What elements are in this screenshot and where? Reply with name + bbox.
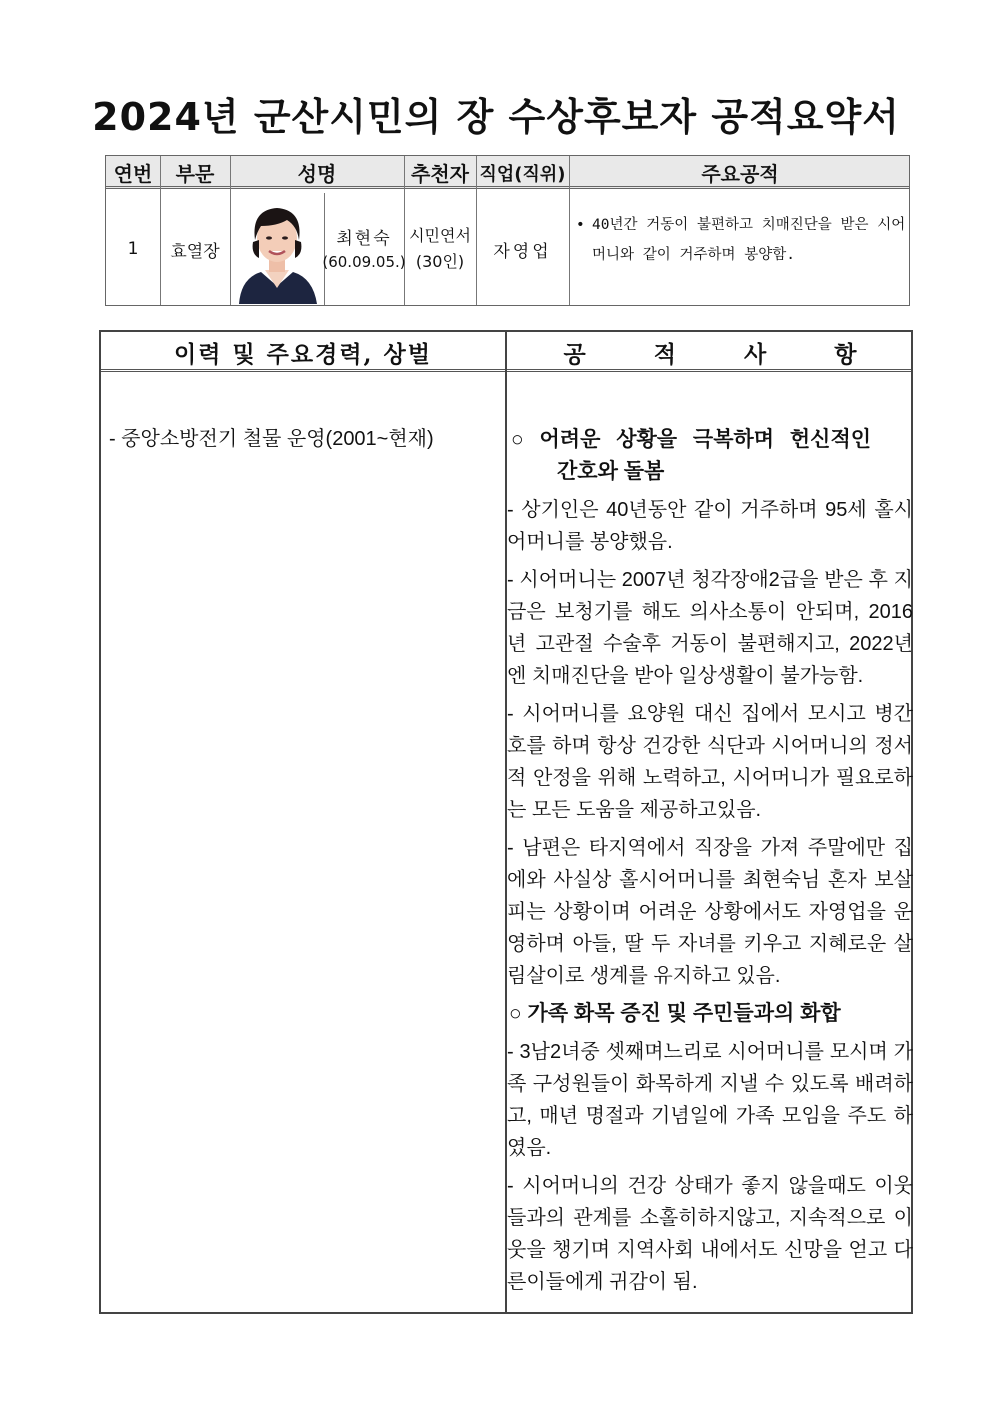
detail-table	[99, 330, 913, 1314]
section1-heading	[507, 424, 913, 488]
row-occupation: 자영업	[493, 241, 552, 262]
row-name-cell	[324, 193, 404, 305]
header-name: 성명	[297, 162, 337, 186]
summary-table	[105, 155, 910, 306]
section1-title-cont: 간호와 돌봄	[557, 460, 665, 483]
section2-para-1: - 3남2녀중 셋째며느리로 시어머니를 모시며 가족 구성원들이 화목하게 지낼 수 있도록 배려하고, 매년 명절과 기념일에 가족 모임을 주도 하였음.	[507, 1041, 913, 1159]
header-category: 부문	[175, 162, 215, 186]
recommender-line1: 시민연서	[409, 226, 471, 245]
section1-para-4: - 남편은 타지역에서 직장을 가져 주말에만 집에와 사실상 홀시어머니를 최현숙님 혼자 보살피는 상황이며 어려운 상황에서도 자영업을 운영하며 아들, 딸 두 자녀를 키우고 지혜로운 살림살이로 생계를 유지하고 있음.	[507, 837, 913, 987]
recommender-line2: (30인)	[415, 252, 465, 271]
career-header: 이력 및 주요경력, 상벌	[174, 340, 432, 368]
document-title: 2024년 군산시민의 장 수상후보자 공적요약서	[92, 95, 900, 139]
row-recommender	[404, 193, 476, 305]
achievement-bullet: •	[576, 217, 585, 233]
header-recommender: 추천자	[411, 162, 469, 186]
merits-content	[507, 380, 913, 1298]
row-achievement	[576, 210, 906, 270]
merits-header: 공 적 사 항	[563, 340, 857, 368]
row-number: 1	[127, 239, 139, 259]
header-achievement: 주요공적	[701, 162, 779, 186]
section2-para-2: - 시어머니의 건강 상태가 좋지 않을때도 이웃들과의 관계를 소홀히하지않고, 지속적으로 이웃을 챙기며 지역사회 내에서도 신망을 얻고 다른이들에게 귀감이 됨.	[507, 1175, 913, 1293]
section1-title: ○ 어려운 상황을 극복하며 헌신적인	[511, 428, 872, 451]
header-number: 연번	[113, 162, 153, 186]
section1-para-2: - 시어머니는 2007년 청각장애2급을 받은 후 지금은 보청기를 해도 의사소통이 안되며, 2016년 고관절 수술후 거동이 불편해지고, 2022년엔 치매진단을 받아 일상생활이 불가능함.	[507, 569, 913, 687]
achievement-text: 40년간 거동이 불편하고 치매진단을 받은 시어머니와 같이 거주하며 봉양함.	[592, 217, 906, 263]
section1-para-1: - 상기인은 40년동안 같이 거주하며 95세 홀시어머니를 봉양했음.	[507, 499, 913, 553]
section1-para-3: - 시어머니를 요양원 대신 집에서 모시고 병간호를 하며 항상 건강한 식단과 시어머니의 정서적 안정을 위해 노력하고, 시어머니가 필요로하는 모든 도움을 제공하고있음.	[507, 703, 913, 821]
candidate-name: 최현숙	[336, 228, 392, 249]
career-item: - 중앙소방전기 철물 운영(2001~현재)	[109, 428, 434, 450]
header-occupation: 직업(직위)	[479, 163, 566, 185]
candidate-photo	[231, 196, 323, 304]
candidate-birth: (60.09.05.)	[322, 252, 406, 271]
section2-title: ○ 가족 화목 증진 및 주민들과의 화합	[509, 1002, 841, 1025]
row-category: 효열장	[170, 241, 220, 262]
